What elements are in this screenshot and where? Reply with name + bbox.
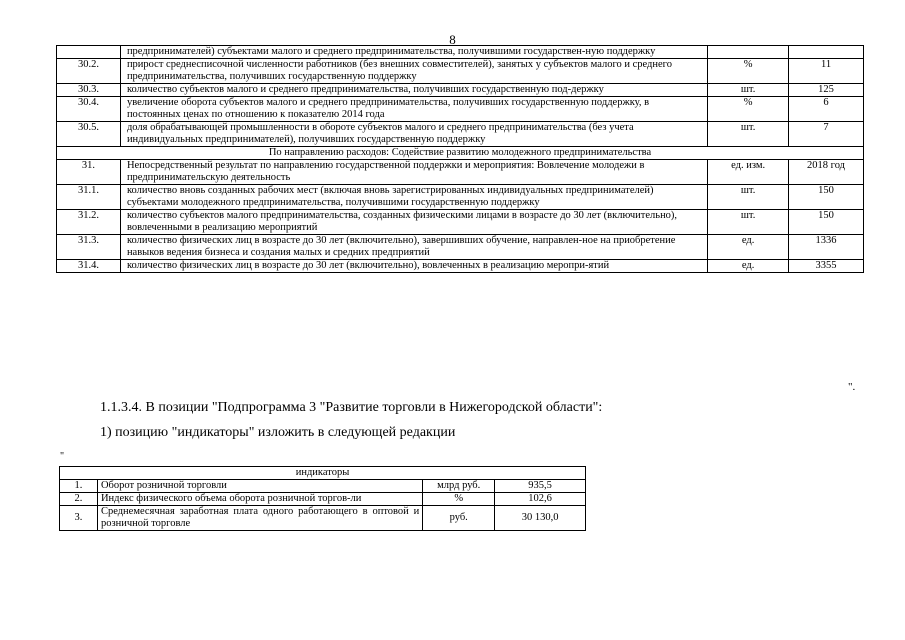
indicator-value: 102,6 xyxy=(495,493,586,506)
row-number: 30.2. xyxy=(57,59,121,84)
row-description: количество вновь созданных рабочих мест (включая вновь зарегистрированных индивидуальных предпринимателей) субъектами молодежного предпринимательства, получившими государственную поддержку xyxy=(120,185,707,210)
row-number: 31.2. xyxy=(57,210,121,235)
row-description: количество физических лиц в возрасте до 30 лет (включительно), вовлеченных в реализацию меропри-ятий xyxy=(120,260,707,273)
paragraph-subprogram-3: 1.1.3.4. В позиции "Подпрограмма 3 "Развитие торговли в Нижегородской области": xyxy=(100,400,603,415)
row-value: 11 xyxy=(789,59,864,84)
indicator-row xyxy=(60,506,586,531)
row-number xyxy=(57,46,121,59)
indicators-table-body xyxy=(60,467,586,531)
indicator-row xyxy=(60,493,586,506)
indicator-row xyxy=(60,480,586,493)
indicators-table xyxy=(59,466,586,531)
row-unit: % xyxy=(708,97,789,122)
row-number: 31.4. xyxy=(57,260,121,273)
row-description: предпринимателей) субъектами малого и среднего предпринимательства, получившими государствен-ную поддержку xyxy=(120,46,707,59)
table-row xyxy=(57,185,864,210)
row-value: 7 xyxy=(789,122,864,147)
row-description: прирост среднесписочной численности работников (без внешних совместителей), занятых у субъектов малого и среднего предпринимательства, получивших государственную поддержку xyxy=(120,59,707,84)
row-number: 30.4. xyxy=(57,97,121,122)
row-unit: шт. xyxy=(708,185,789,210)
row-description: Непосредственный результат по направлению государственной поддержки и мероприятия: Вовлечение молодежи в предпринимательскую деятельность xyxy=(120,160,707,185)
indicator-name: Индекс физического объема оборота розничной торгов-ли xyxy=(97,493,422,506)
row-unit: шт. xyxy=(708,84,789,97)
row-description: количество субъектов малого предпринимательства, созданных физическими лицами в возрасте до 30 лет (включительно), вовлеченными в реализацию мероприятий xyxy=(120,210,707,235)
indicator-number: 1. xyxy=(60,480,98,493)
section-row xyxy=(57,147,864,160)
row-description: доля обрабатывающей промышленности в обороте субъектов малого и среднего предпринимательства (без учета индивидуальных предпринимателей), получивших государственную поддержку xyxy=(120,122,707,147)
indicator-name: Среднемесячная заработная плата одного работающего в оптовой и розничной торговле xyxy=(97,506,422,531)
row-value: 1336 xyxy=(789,235,864,260)
indicator-unit: % xyxy=(423,493,495,506)
row-number: 31. xyxy=(57,160,121,185)
row-unit: % xyxy=(708,59,789,84)
page-number: 8 xyxy=(449,32,456,47)
row-unit: ед. xyxy=(708,235,789,260)
row-description: увеличение оборота субъектов малого и среднего предпринимательства, получивших государственную поддержку, в постоянных ценах по отношению к показателю 2014 года xyxy=(120,97,707,122)
row-value: 3355 xyxy=(789,260,864,273)
results-table xyxy=(56,45,864,273)
section-title: По направлению расходов: Содействие развитию молодежного предпринимательства xyxy=(57,147,864,160)
row-value xyxy=(789,46,864,59)
indicator-name: Оборот розничной торговли xyxy=(97,480,422,493)
row-unit xyxy=(708,46,789,59)
opening-quote: " xyxy=(60,451,65,462)
table-row xyxy=(57,235,864,260)
row-number: 30.5. xyxy=(57,122,121,147)
table-row xyxy=(57,59,864,84)
row-unit: шт. xyxy=(708,210,789,235)
indicator-number: 2. xyxy=(60,493,98,506)
table-row xyxy=(57,210,864,235)
row-unit: ед. xyxy=(708,260,789,273)
row-value: 150 xyxy=(789,185,864,210)
indicators-header-row xyxy=(60,467,586,480)
row-unit: ед. изм. xyxy=(708,160,789,185)
row-value: 125 xyxy=(789,84,864,97)
indicator-number: 3. xyxy=(60,506,98,531)
row-description: количество субъектов малого и среднего предпринимательства, получивших государственную под-держку xyxy=(120,84,707,97)
paragraph-indicators-instruction: 1) позицию "индикаторы" изложить в следующей редакции xyxy=(100,425,456,440)
row-value: 150 xyxy=(789,210,864,235)
closing-quote: ". xyxy=(848,381,856,393)
row-number: 31.3. xyxy=(57,235,121,260)
indicator-unit: руб. xyxy=(423,506,495,531)
table-row xyxy=(57,160,864,185)
row-value: 6 xyxy=(789,97,864,122)
indicator-value: 30 130,0 xyxy=(495,506,586,531)
results-table-body xyxy=(57,46,864,273)
row-value: 2018 год xyxy=(789,160,864,185)
row-number: 31.1. xyxy=(57,185,121,210)
table-row xyxy=(57,97,864,122)
indicators-header: индикаторы xyxy=(60,467,586,480)
indicator-unit: млрд руб. xyxy=(423,480,495,493)
table-row xyxy=(57,46,864,59)
table-row xyxy=(57,84,864,97)
table-row xyxy=(57,122,864,147)
indicator-value: 935,5 xyxy=(495,480,586,493)
row-description: количество физических лиц в возрасте до 30 лет (включительно), завершивших обучение, направлен-ное на приобретение навыков ведения бизнеса и создания малых и средних предприятий xyxy=(120,235,707,260)
table-row xyxy=(57,260,864,273)
row-number: 30.3. xyxy=(57,84,121,97)
row-unit: шт. xyxy=(708,122,789,147)
